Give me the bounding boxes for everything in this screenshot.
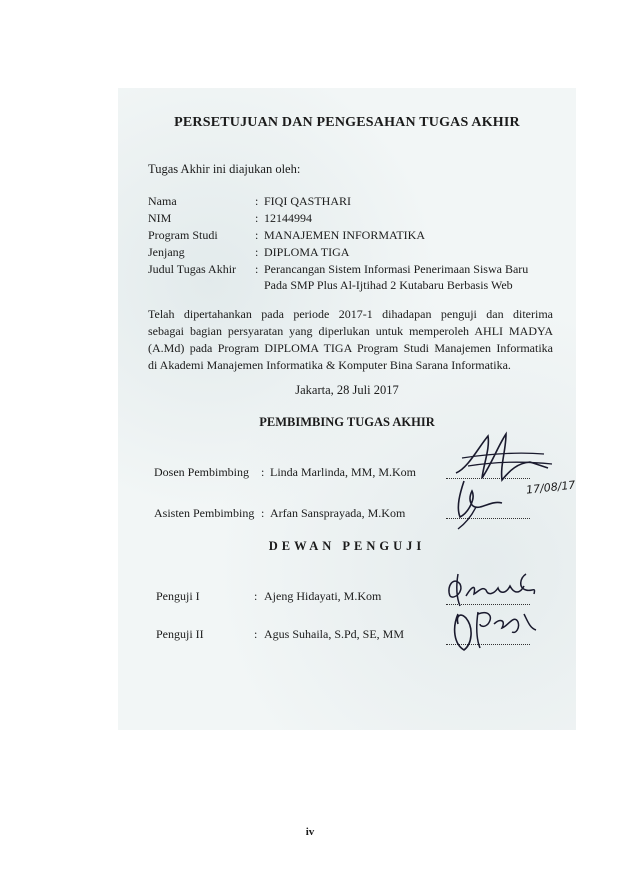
signature-date-note: 17/08/17	[525, 478, 576, 497]
field-value-nim: 12144994	[264, 211, 312, 225]
penguji1-label: Penguji I	[156, 589, 200, 603]
colon: :	[261, 506, 265, 520]
date-line: Jakarta, 28 Juli 2017	[295, 383, 399, 397]
pembimbing-heading: PEMBIMBING TUGAS AKHIR	[259, 415, 435, 429]
paragraph-line: sebagai bagian persyaratan yang diperlukan untuk memperoleh AHLI MADYA	[148, 324, 553, 338]
scanned-document	[118, 88, 576, 730]
penguji1-value: Ajeng Hidayati, M.Kom	[264, 589, 382, 603]
penguji2-value: Agus Suhaila, S.Pd, SE, MM	[264, 627, 405, 641]
colon: :	[261, 465, 265, 479]
colon: :	[255, 245, 259, 259]
colon: :	[255, 228, 259, 242]
field-label-judul: Judul Tugas Akhir	[148, 262, 237, 276]
field-value-judul-line2: Pada SMP Plus Al-Ijtihad 2 Kutabaru Berbasis Web	[264, 278, 513, 292]
colon: :	[254, 589, 258, 603]
page-number: iv	[305, 826, 315, 838]
field-label-nama: Nama	[148, 194, 177, 208]
field-label-jenjang: Jenjang	[148, 245, 185, 259]
asisten-label: Asisten Pembimbing	[154, 506, 255, 520]
field-label-program-studi: Program Studi	[148, 228, 218, 242]
field-value-judul-line1: Perancangan Sistem Informasi Penerimaan Siswa Baru	[264, 262, 529, 276]
penguji2-signature	[444, 600, 548, 656]
dewan-penguji-heading: DEWAN PENGUJI	[268, 539, 426, 553]
dosen-value: Linda Marlinda, MM, M.Kom	[270, 465, 416, 479]
approval-paragraph	[148, 306, 553, 374]
field-label-nim: NIM	[148, 211, 172, 225]
penguji2-label: Penguji II	[156, 627, 204, 641]
dosen-label: Dosen Pembimbing	[154, 465, 249, 479]
colon: :	[255, 211, 259, 225]
intro-text: Tugas Akhir ini diajukan oleh:	[148, 162, 301, 176]
asisten-signature	[446, 473, 516, 531]
paragraph-line: di Akademi Manajemen Informatika & Komputer Bina Sarana Informatika.	[148, 358, 511, 372]
field-value-jenjang: DIPLOMA TIGA	[264, 245, 350, 259]
document-title: PERSETUJUAN DAN PENGESAHAN TUGAS AKHIR	[174, 115, 520, 130]
field-value-nama: FIQI QASTHARI	[264, 194, 351, 208]
asisten-value: Arfan Sansprayada, M.Kom	[270, 506, 406, 520]
colon: :	[255, 262, 259, 276]
field-value-program-studi: MANAJEMEN INFORMATIKA	[264, 228, 426, 242]
paragraph-line: (A.Md) pada Program DIPLOMA TIGA Program Studi Manajemen Informatika	[148, 341, 553, 355]
colon: :	[254, 627, 258, 641]
colon: :	[255, 194, 259, 208]
paragraph-line: Telah dipertahankan pada periode 2017-1 dihadapan penguji dan diterima	[148, 307, 553, 321]
